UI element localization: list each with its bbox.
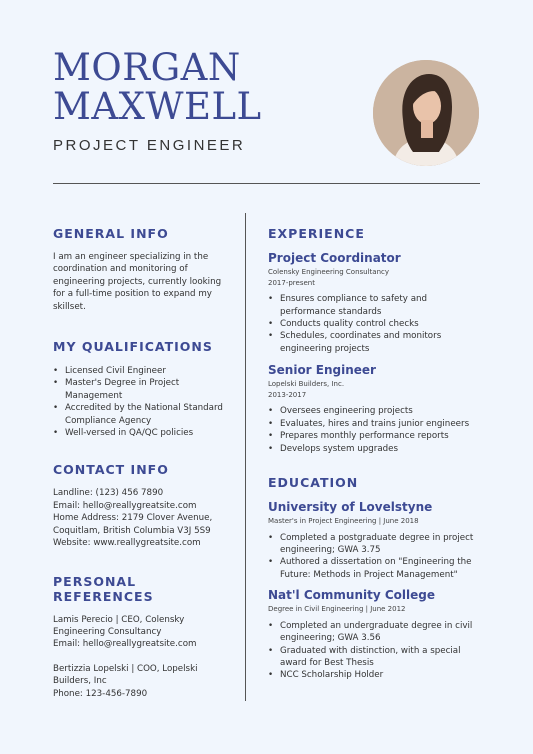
last-name: MAXWELL	[53, 85, 262, 128]
list-item: • Oversees engineering projects	[268, 405, 483, 417]
references-block	[53, 614, 223, 700]
job-title: Project Coordinator	[268, 251, 401, 265]
candidate-name	[53, 48, 262, 126]
contact-landline: Landline: (123) 456 7890	[53, 488, 164, 499]
school-bullets	[268, 532, 483, 582]
header-divider	[53, 183, 480, 184]
general-info-heading: GENERAL INFO	[53, 226, 169, 241]
general-info-text: I am an engineer specializing in the coordination and monitoring of engineering projects, currently looking for a full-time position to expand my skillset.	[53, 252, 222, 312]
list-item: • NCC Scholarship Holder	[268, 669, 483, 681]
experience-heading: EXPERIENCE	[268, 226, 365, 241]
contact-email[interactable]: Email: hello@reallygreatsite.com	[53, 500, 197, 511]
job-bullets	[268, 405, 483, 455]
job-bullets	[268, 293, 483, 355]
school-degree: Degree in Civil Engineering | June 2012	[268, 605, 406, 614]
contact-address: Home Address: 2179 Clover Avenue, Coquitlam, British Columbia V3J 5S9	[53, 513, 213, 536]
education-entry	[268, 500, 483, 581]
job-title: Senior Engineer	[268, 363, 376, 378]
list-item: • Conducts quality control checks	[268, 318, 483, 330]
references-heading: PERSONAL REFERENCES	[53, 573, 154, 604]
profile-photo	[373, 60, 479, 166]
experience-entry	[268, 251, 483, 355]
list-item: • Accredited by the National Standard Compliance Agency	[53, 402, 223, 427]
list-item: • Schedules, coordinates and monitors engineering projects	[268, 330, 483, 355]
school-bullets	[268, 620, 483, 682]
reference-2: Bertizzia Lopelski | COO, Lopelski Builders, Inc	[53, 663, 198, 687]
list-item: • Evaluates, hires and trains junior engineers	[268, 418, 483, 430]
contact-block	[53, 487, 223, 549]
left-column	[53, 226, 223, 700]
job-title: PROJECT ENGINEER	[53, 137, 246, 154]
qualifications-heading: MY QUALIFICATIONS	[53, 339, 213, 355]
contact-heading: CONTACT INFO	[53, 462, 169, 478]
list-item: • Completed an undergraduate degree in civil engineering; GWA 3.56	[268, 620, 483, 645]
job-company: Lopelski Builders, Inc.	[268, 380, 345, 389]
school-name: University of Lovelstyne	[268, 500, 433, 515]
reference-1-email[interactable]: Email: hello@reallygreatsite.com	[53, 639, 197, 650]
job-dates: 2013-2017	[268, 390, 307, 399]
education-heading: EDUCATION	[268, 475, 359, 491]
school-name: Nat'l Community College	[268, 588, 435, 603]
contact-website[interactable]: Website: www.reallygreatsite.com	[53, 538, 201, 549]
experience-entry	[268, 363, 483, 455]
job-company: Colensky Engineering Consultancy	[268, 268, 389, 276]
education-entry	[268, 588, 483, 682]
list-item: • Completed a postgraduate degree in project engineering; GWA 3.75	[268, 532, 483, 557]
list-item: • Well-versed in QA/QC policies	[53, 427, 223, 439]
list-item: • Ensures compliance to safety and performance standards	[268, 293, 483, 318]
column-divider	[245, 213, 246, 701]
right-column	[268, 226, 483, 682]
list-item: • Graduated with distinction, with a special award for Best Thesis	[268, 645, 483, 670]
school-degree: Master's in Project Engineering | June 2018	[268, 517, 419, 526]
reference-2-phone: Phone: 123-456-7890	[53, 688, 148, 699]
portrait-illustration	[373, 60, 479, 166]
list-item: • Master's Degree in Project Management	[53, 377, 223, 402]
list-item: • Prepares monthly performance reports	[268, 430, 483, 442]
list-item: • Authored a dissertation on "Engineering the Future: Methods in Project Management"	[268, 556, 483, 581]
reference-1: Lamis Perecio | CEO, Colensky Engineering Consultancy	[53, 614, 185, 637]
list-item: • Develops system upgrades	[268, 443, 483, 455]
qualifications-list	[53, 365, 223, 439]
list-item: • Licensed Civil Engineer	[53, 365, 223, 377]
first-name: MORGAN	[53, 46, 241, 89]
job-dates: 2017-present	[268, 278, 315, 287]
